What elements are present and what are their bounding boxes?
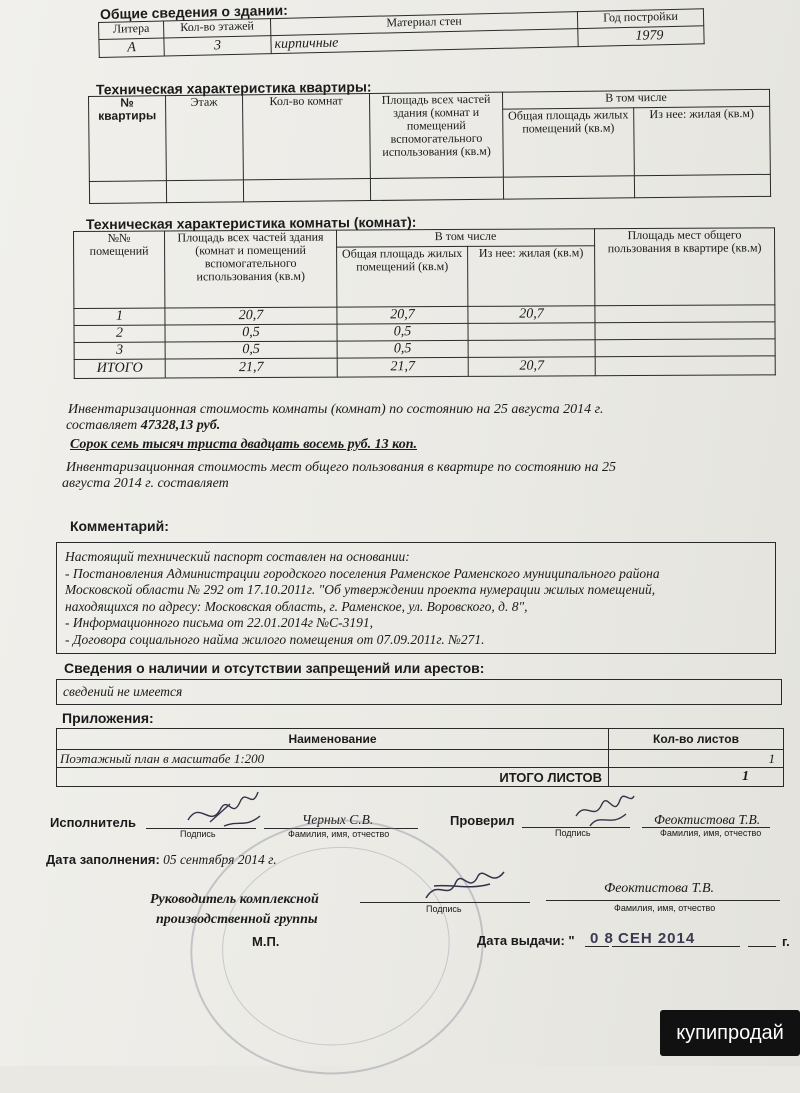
executor-label: Исполнитель	[50, 815, 136, 830]
head-label-line2: производственной группы	[156, 912, 318, 927]
table-row-total	[57, 768, 784, 787]
issue-year-line	[748, 946, 776, 947]
valuation-common-line2: августа 2014 г. составляет	[62, 476, 229, 491]
mp-label: М.П.	[252, 934, 280, 949]
apt-col-floor: Этаж	[166, 95, 244, 181]
comment-box	[56, 542, 776, 654]
head-label	[150, 890, 319, 930]
room-area: 0,5	[165, 324, 337, 342]
executor-name-caption: Фамилия, имя, отчество	[288, 829, 390, 839]
arrests-box	[56, 679, 782, 705]
building-year: 1979	[578, 26, 704, 47]
building-material: кирпичные	[271, 29, 578, 54]
head-label-line1: Руководитель комплексной	[150, 892, 319, 907]
comment-line: Настоящий технический паспорт составлен на основании:	[65, 549, 410, 564]
rooms-col-number: №№ помещений	[74, 231, 165, 308]
room-living	[468, 340, 595, 358]
issue-day: 0 8	[590, 930, 614, 947]
building-floors: 3	[164, 36, 271, 56]
building-heading: Общие сведения о здании:	[99, 1, 288, 23]
col-litera: Литера	[99, 21, 164, 39]
room-total-label: ИТОГО	[74, 359, 165, 378]
comment-line: находящихся по адресу: Московская область, г. Раменское, ул. Воровского, д. 8",	[65, 598, 528, 614]
room-living	[468, 323, 595, 341]
valuation-line1: Инвентаризационная стоимость комнаты (комнат) по состоянию на 25 августа 2014 г.	[68, 402, 604, 417]
head-name: Феоктистова Т.В.	[604, 881, 715, 896]
rooms-heading: Техническая характеристика комнаты (комнат):	[85, 213, 417, 233]
head-sign-caption: Подпись	[426, 904, 462, 914]
comment-line: - Информационного письма от 22.01.2014г №С-3191,	[65, 615, 373, 630]
issue-month-line	[612, 946, 740, 947]
room-number: 2	[74, 325, 165, 342]
valuation-amount: 47328,13 руб.	[140, 418, 221, 433]
room-area: 0,5	[165, 341, 337, 359]
room-living: 20,7	[468, 306, 595, 324]
rooms-col-living-total: Общая площадь жилых помещений (кв.м)	[337, 246, 468, 307]
head-name-caption: Фамилия, имя, отчество	[614, 903, 716, 913]
checked-name: Феоктистова Т.В.	[654, 812, 761, 827]
col-build-year: Год постройки	[577, 9, 703, 29]
col-wall-material: Материал стен	[270, 12, 577, 36]
issue-day-line	[585, 946, 609, 947]
building-litera: А	[99, 38, 164, 57]
room-living-total: 20,7	[337, 306, 468, 324]
att-total-value: 1	[609, 768, 784, 787]
comment-heading: Комментарий:	[70, 518, 169, 534]
executor-name: Черных С.В.	[302, 812, 374, 827]
col-floors: Кол-во этажей	[163, 19, 270, 38]
executor-signature	[180, 780, 270, 840]
valuation-common-line1: Инвентаризационная стоимость мест общего пользования в квартире по состоянию на 25	[66, 460, 616, 475]
valuation-amount-words: Сорок семь тысяч триста двадцать восемь руб. 13 коп.	[70, 437, 418, 452]
room-number: 3	[74, 342, 165, 359]
apt-col-area-all: Площадь всех частей здания (комнат и помещений вспомогательного использования (кв.м)	[369, 92, 503, 178]
checked-label: Проверил	[450, 813, 515, 828]
round-stamp	[174, 801, 500, 1093]
rooms-table	[73, 227, 776, 379]
room-living-total: 0,5	[337, 340, 468, 358]
checked-signature	[570, 782, 640, 838]
fill-date-label: Дата заполнения:	[46, 852, 160, 867]
att-col-sheets: Кол-во листов	[609, 729, 784, 750]
room-total-area: 21,7	[165, 358, 337, 378]
apartment-table	[88, 89, 771, 204]
comment-line: Московской области № 292 от 17.10.2011г. "Об утверждении проекта нумерации жилых помещений,	[65, 582, 656, 597]
att-item-name: Поэтажный план в масштабе 1:200	[57, 750, 609, 768]
apt-col-rooms: Кол-во комнат	[242, 94, 370, 180]
comment-line: - Договора социального найма жилого помещения от 07.09.2011г. №271.	[65, 631, 485, 647]
room-number: 1	[74, 308, 165, 325]
issue-label: Дата выдачи: "	[477, 933, 575, 948]
attachments-heading: Приложения:	[62, 710, 154, 726]
checked-sign-caption: Подпись	[555, 828, 591, 838]
room-area: 20,7	[165, 307, 337, 325]
apt-col-living-total: Общая площадь жилых помещений (кв.м)	[503, 108, 635, 177]
table-row	[57, 750, 784, 768]
comment-line: - Постановления Администрации городского поселения Раменское Раменского муниципального района	[65, 565, 660, 581]
apt-col-living: Из нее: жилая (кв.м)	[634, 106, 771, 175]
head-signature	[420, 860, 510, 910]
arrests-value: сведений не имеется	[63, 684, 183, 699]
head-name-line	[546, 900, 780, 901]
apt-col-incl: В том числе	[502, 89, 769, 109]
att-total-label: ИТОГО ЛИСТОВ	[57, 768, 609, 787]
rooms-col-area-all: Площадь всех частей здания (комнат и помещений вспомогательного использования (кв.м)	[165, 230, 337, 308]
table-row-total	[74, 356, 775, 379]
site-watermark: купипродай	[660, 1010, 800, 1056]
room-living-total: 0,5	[337, 323, 468, 341]
rooms-col-common: Площадь мест общего пользования в квартире (кв.м)	[594, 228, 774, 306]
checked-name-caption: Фамилия, имя, отчество	[660, 828, 762, 838]
valuation-prefix: составляет	[66, 418, 138, 433]
arrests-heading: Сведения о наличии и отсутствии запрещений или арестов:	[64, 660, 485, 676]
room-total-living-total: 21,7	[337, 357, 468, 377]
att-item-sheets: 1	[609, 750, 784, 768]
room-total-living: 20,7	[468, 357, 595, 377]
apt-col-number: № квартиры	[89, 96, 167, 182]
att-col-name: Наименование	[57, 729, 609, 750]
rooms-col-incl: В том числе	[336, 229, 594, 247]
issue-year-suffix: г.	[782, 934, 790, 949]
issue-month: СЕН 2014	[618, 930, 696, 947]
apartment-heading: Техническая характеристика квартиры:	[95, 78, 372, 98]
executor-sign-caption: Подпись	[180, 829, 216, 839]
fill-date-value: 05 сентября 2014 г.	[163, 852, 277, 867]
attachments-table	[56, 728, 784, 787]
rooms-col-living: Из нее: жилая (кв.м)	[468, 246, 595, 307]
valuation-line2	[66, 418, 220, 434]
